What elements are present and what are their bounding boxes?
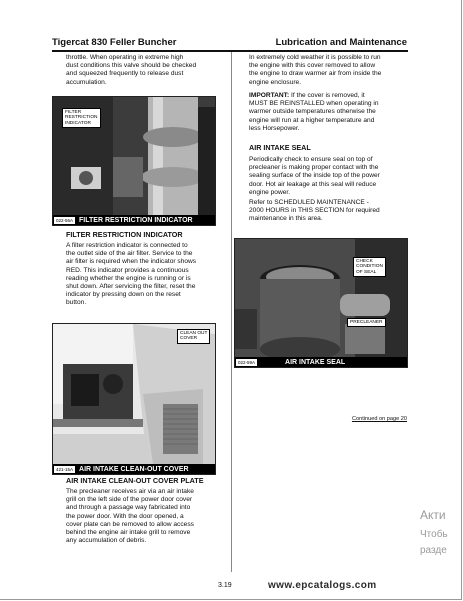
cold-weather-paragraph: In extremely cold weather it is possible to run the engine with this cover removed to allow the engine to draw warmer air from inside the engine enclosure.	[249, 54, 382, 86]
callout-precleaner: PRECLEANER	[347, 318, 386, 327]
filter-restriction-paragraph: A filter restriction indicator is connected to the outlet side of the air filter. Service to the air filter is required when the indicator shows RED. This indicator provides a continuous reading whether the engine is running or is shut down. After servicing the filter, reset the indicator by pressing down on the reset button.	[66, 242, 197, 307]
air-intake-seal-paragraph: Periodically check to ensure seal on top of precleaner is making proper contact with the sealing surface of the inside top of the power door. Hot air leakage at this seal will reduce engine power.	[249, 156, 380, 196]
photo3-caption: AIR INTAKE SEAL	[285, 358, 346, 366]
continued-link[interactable]: Continued on page 20	[351, 416, 407, 422]
scheduled-maintenance-paragraph: Refer to SCHEDULED MAINTENANCE - 2000 HOURS in THIS SECTION for required maintenance in this area.	[249, 199, 380, 223]
header-section: Lubrication and Maintenance	[275, 37, 407, 48]
callout-filter-restriction: FILTER RESTRICTION INDICATOR	[62, 108, 101, 128]
heading-clean-out-cover-plate: AIR INTAKE CLEAN-OUT COVER PLATE	[66, 476, 204, 485]
photo1-caption: FILTER RESTRICTION INDICATOR	[79, 216, 193, 224]
important-label: IMPORTANT:	[249, 92, 290, 99]
photo1-caption-bar	[53, 215, 215, 225]
activation-line-1: Акти	[420, 508, 446, 522]
photo2-caption: AIR INTAKE CLEAN-OUT COVER	[79, 465, 189, 473]
air-intake-seal-photo	[234, 238, 408, 368]
column-divider	[231, 52, 232, 572]
heading-air-intake-seal: AIR INTAKE SEAL	[249, 143, 311, 152]
important-text: If the cover is removed, it MUST BE REINSTALLED when operating in warmer outside temperatures otherwise the engine will run at a higher temperature and less Horsepower.	[249, 92, 379, 132]
activation-line-2: Чтобь	[420, 529, 448, 540]
filter-restriction-photo	[52, 96, 216, 226]
header-title: Tigercat 830 Feller Buncher	[52, 37, 177, 48]
clean-out-cover-photo	[52, 323, 216, 475]
header-rule	[52, 50, 408, 52]
callout-check-seal: CHECK CONDITION OF SEAL	[353, 257, 386, 277]
important-paragraph	[249, 92, 413, 133]
clean-out-cover-paragraph: The precleaner receives air via an air intake grill on the left side of the power door cover and through a passage way fabricated into the power door. With the door opened, a cover plate can be removed to allow access behind the engine air intake grill to remove any accumulation of debris.	[66, 488, 194, 545]
photo3-caption-bar	[235, 357, 407, 367]
activation-line-3: разде	[420, 545, 447, 556]
photo3-id: 022-59A	[238, 359, 256, 365]
heading-filter-restriction: FILTER RESTRICTION INDICATOR	[66, 230, 183, 239]
page-number: 3.19	[218, 582, 232, 589]
intro-paragraph: throttle. When operating in extreme high dust conditions this valve should be checked and squeezed frequently to release dust accumulation.	[66, 54, 197, 86]
callout-clean-out-cover: CLEAN OUT COVER	[177, 329, 210, 344]
clean-out-cover-illustration	[53, 324, 215, 474]
photo1-id: 022-56A	[56, 217, 74, 223]
photo2-caption-bar	[53, 464, 215, 474]
photo2-id: 421-15A	[56, 466, 74, 472]
watermark: www.epcatalogs.com	[268, 580, 377, 591]
